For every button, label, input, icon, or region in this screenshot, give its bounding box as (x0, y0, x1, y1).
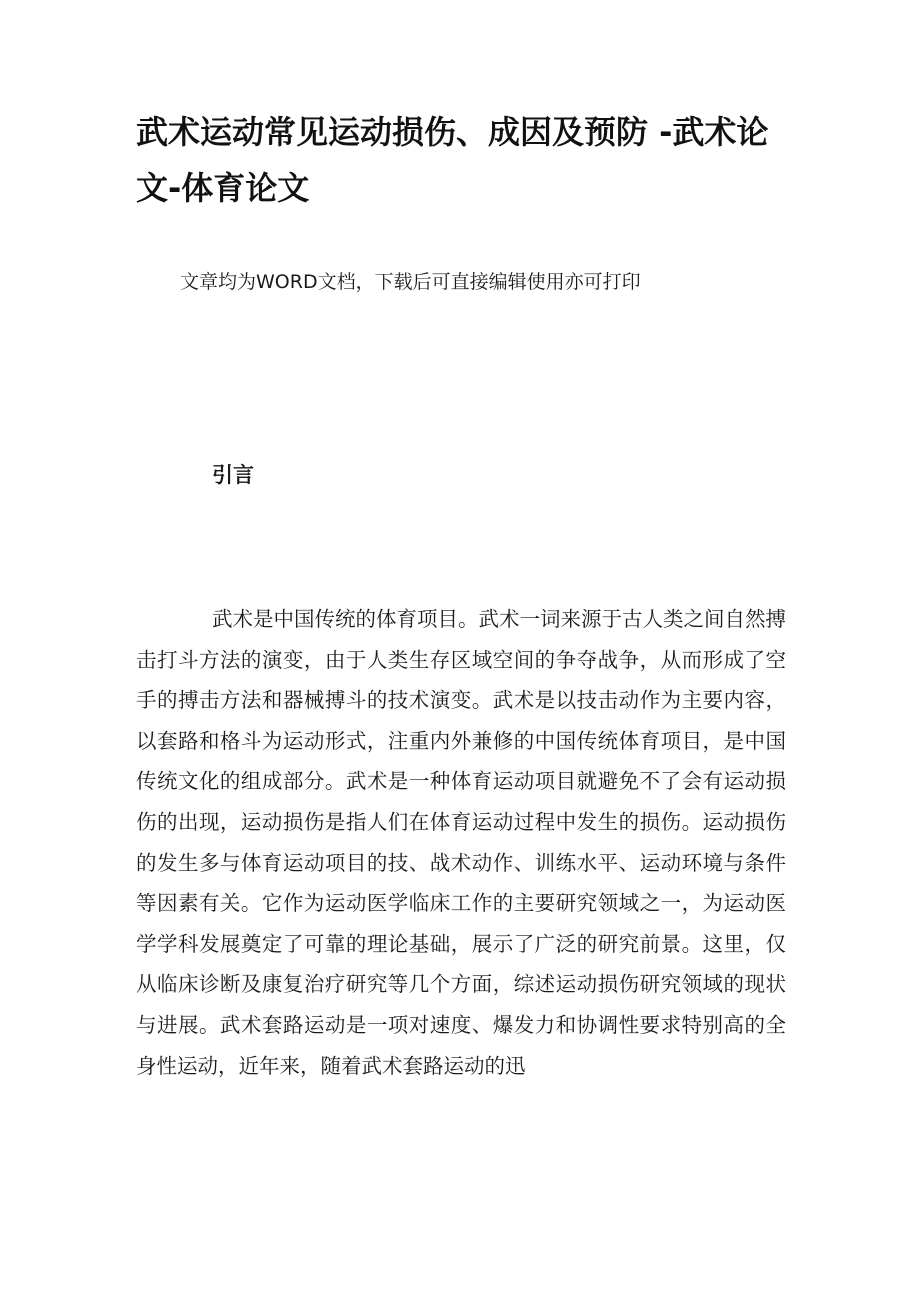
body-paragraph: 武术是中国传统的体育项目。武术一词来源于古人类之间自然搏击打斗方法的演变，由于人类生存区域空间的争夺战争，从而形成了空手的搏击方法和器械搏斗的技术演变。武术是以技击动作为主要内容，以套路和格斗为运动形式，注重内外兼修的中国传统体育项目，是中国传统文化的组成部分。武术是一种体育运动项目就避免不了会有运动损伤的出现，运动损伤是指人们在体育运动过程中发生的损伤。运动损伤的发生多与体育运动项目的技、战术动作、训练水平、运动环境与条件等因素有关。它作为运动医学临床工作的主要研究领域之一，为运动医学学科发展奠定了可靠的理论基础，展示了广泛的研究前景。这里，仅从临床诊断及康复治疗研究等几个方面，综述运动损伤研究领域的现状与进展。武术套路运动是一项对速度、爆发力和协调性要求特别高的全身性运动，近年来，随着武术套路运动的迅 (136, 607, 786, 1078)
section-heading: 引言 (212, 462, 254, 487)
document-note: 文章均为WORD文档，下载后可直接编辑使用亦可打印 (180, 271, 641, 293)
document-title: 武术运动常见运动损伤、成因及预防 -武术论文-体育论文 (136, 113, 769, 207)
